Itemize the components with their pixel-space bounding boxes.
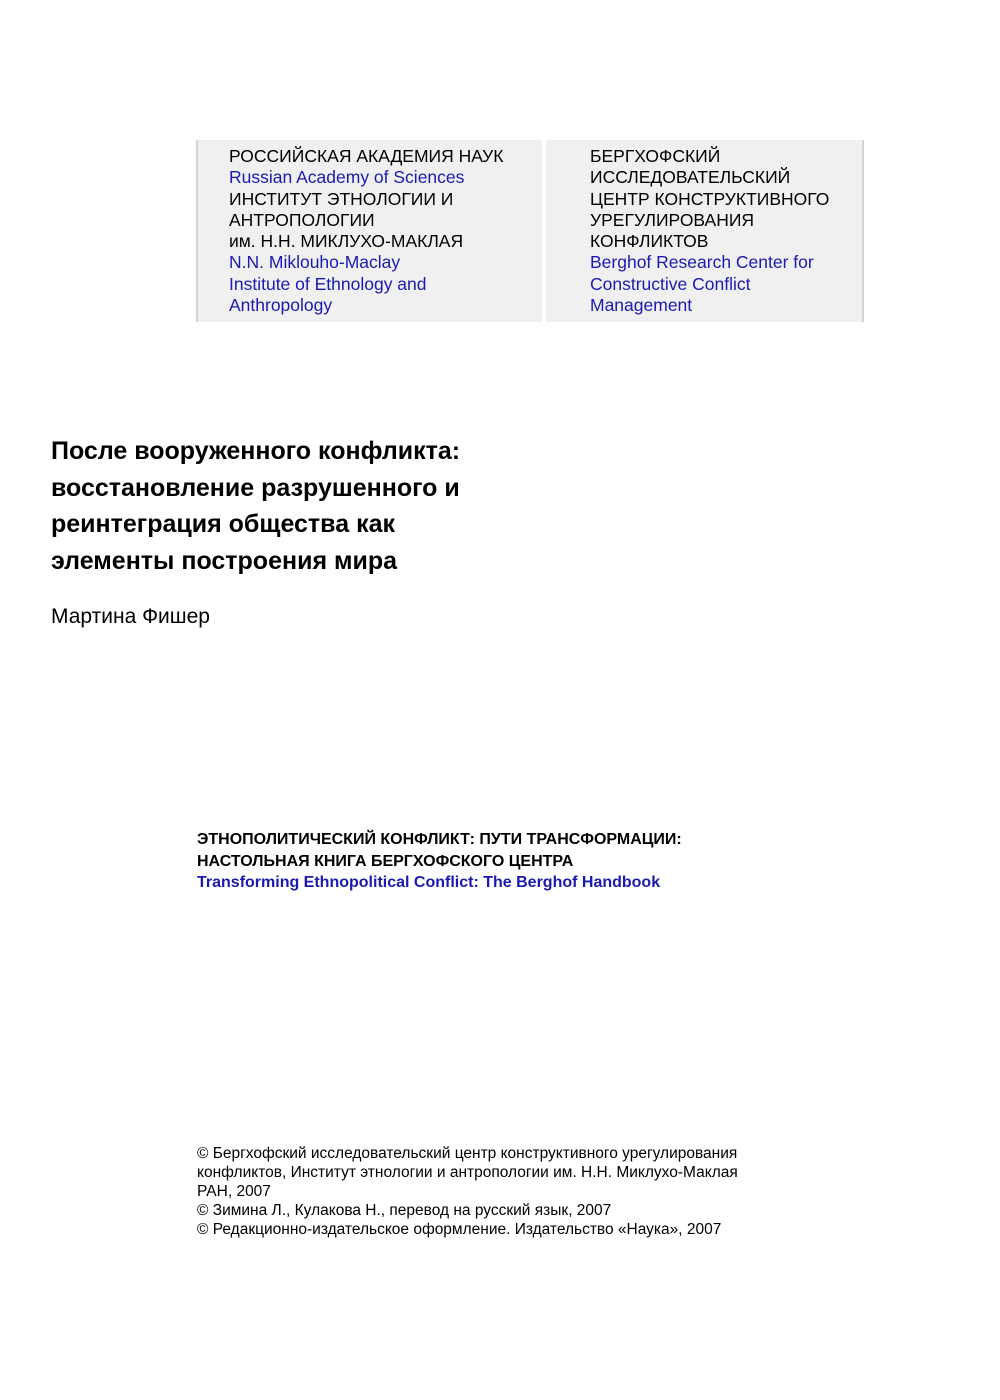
header-right-line: БЕРГХОФСКИЙ	[590, 146, 721, 166]
document-title	[51, 433, 460, 579]
title-line: После вооруженного конфликта:	[51, 437, 461, 465]
series-en-line: Transforming Ethnopolitical Conflict: The Berghof Handbook	[197, 874, 661, 891]
header-left-line: им. Н.Н. МИКЛУХО-МАКЛАЯ	[229, 231, 464, 252]
header-left-column	[196, 140, 542, 322]
header-left-line: ИНСТИТУТ ЭТНОЛОГИИ И	[229, 188, 454, 209]
copyright-line: © Редакционно-издательское оформление. Издательство «Наука», 2007	[197, 1221, 722, 1238]
header-right-line: Berghof Research Center for	[590, 252, 814, 273]
header-left-line: Anthropology	[229, 295, 333, 316]
header-left-line: РОССИЙСКАЯ АКАДЕМИЯ НАУК	[229, 146, 504, 166]
header-right-line: Management	[590, 295, 693, 316]
copyright-line: РАН, 2007	[197, 1183, 271, 1200]
series-ru-line: НАСТОЛЬНАЯ КНИГА БЕРГХОФСКОГО ЦЕНТРА	[197, 852, 574, 870]
copyright-line: © Бергхофский исследовательский центр конструктивного урегулирования	[197, 1145, 738, 1162]
author-name: Мартина Фишер	[51, 605, 210, 628]
header-right-line: Constructive Conflict	[590, 273, 751, 294]
title-line: восстановление разрушенного и	[51, 473, 460, 502]
title-line: реинтеграция общества как	[51, 510, 395, 538]
header-left-line: АНТРОПОЛОГИИ	[229, 209, 375, 230]
header-right-line: ЦЕНТР КОНСТРУКТИВНОГО	[590, 188, 830, 209]
header-right-line: УРЕГУЛИРОВАНИЯ	[590, 209, 755, 230]
title-line: элементы построения мира	[51, 546, 398, 575]
header-right-line: КОНФЛИКТОВ	[590, 231, 709, 252]
copyright-block	[197, 1144, 738, 1239]
header-right-column	[546, 140, 864, 322]
header-left-line: N.N. Miklouho-Maclay	[229, 252, 401, 273]
series-title	[197, 829, 682, 894]
series-ru-line: ЭТНОПОЛИТИЧЕСКИЙ КОНФЛИКТ: ПУТИ ТРАНСФОРМАЦИИ:	[197, 831, 682, 848]
institutions-header	[196, 140, 864, 322]
copyright-line: конфликтов, Институт этнологии и антропологии им. Н.Н. Миклухо-Маклая	[197, 1164, 738, 1181]
header-left-line: Institute of Ethnology and	[229, 273, 427, 294]
header-left-line: Russian Academy of Sciences	[229, 167, 465, 188]
copyright-line: © Зимина Л., Кулакова Н., перевод на русский язык, 2007	[197, 1202, 612, 1219]
header-right-line: ИССЛЕДОВАТЕЛЬСКИЙ	[590, 167, 791, 188]
